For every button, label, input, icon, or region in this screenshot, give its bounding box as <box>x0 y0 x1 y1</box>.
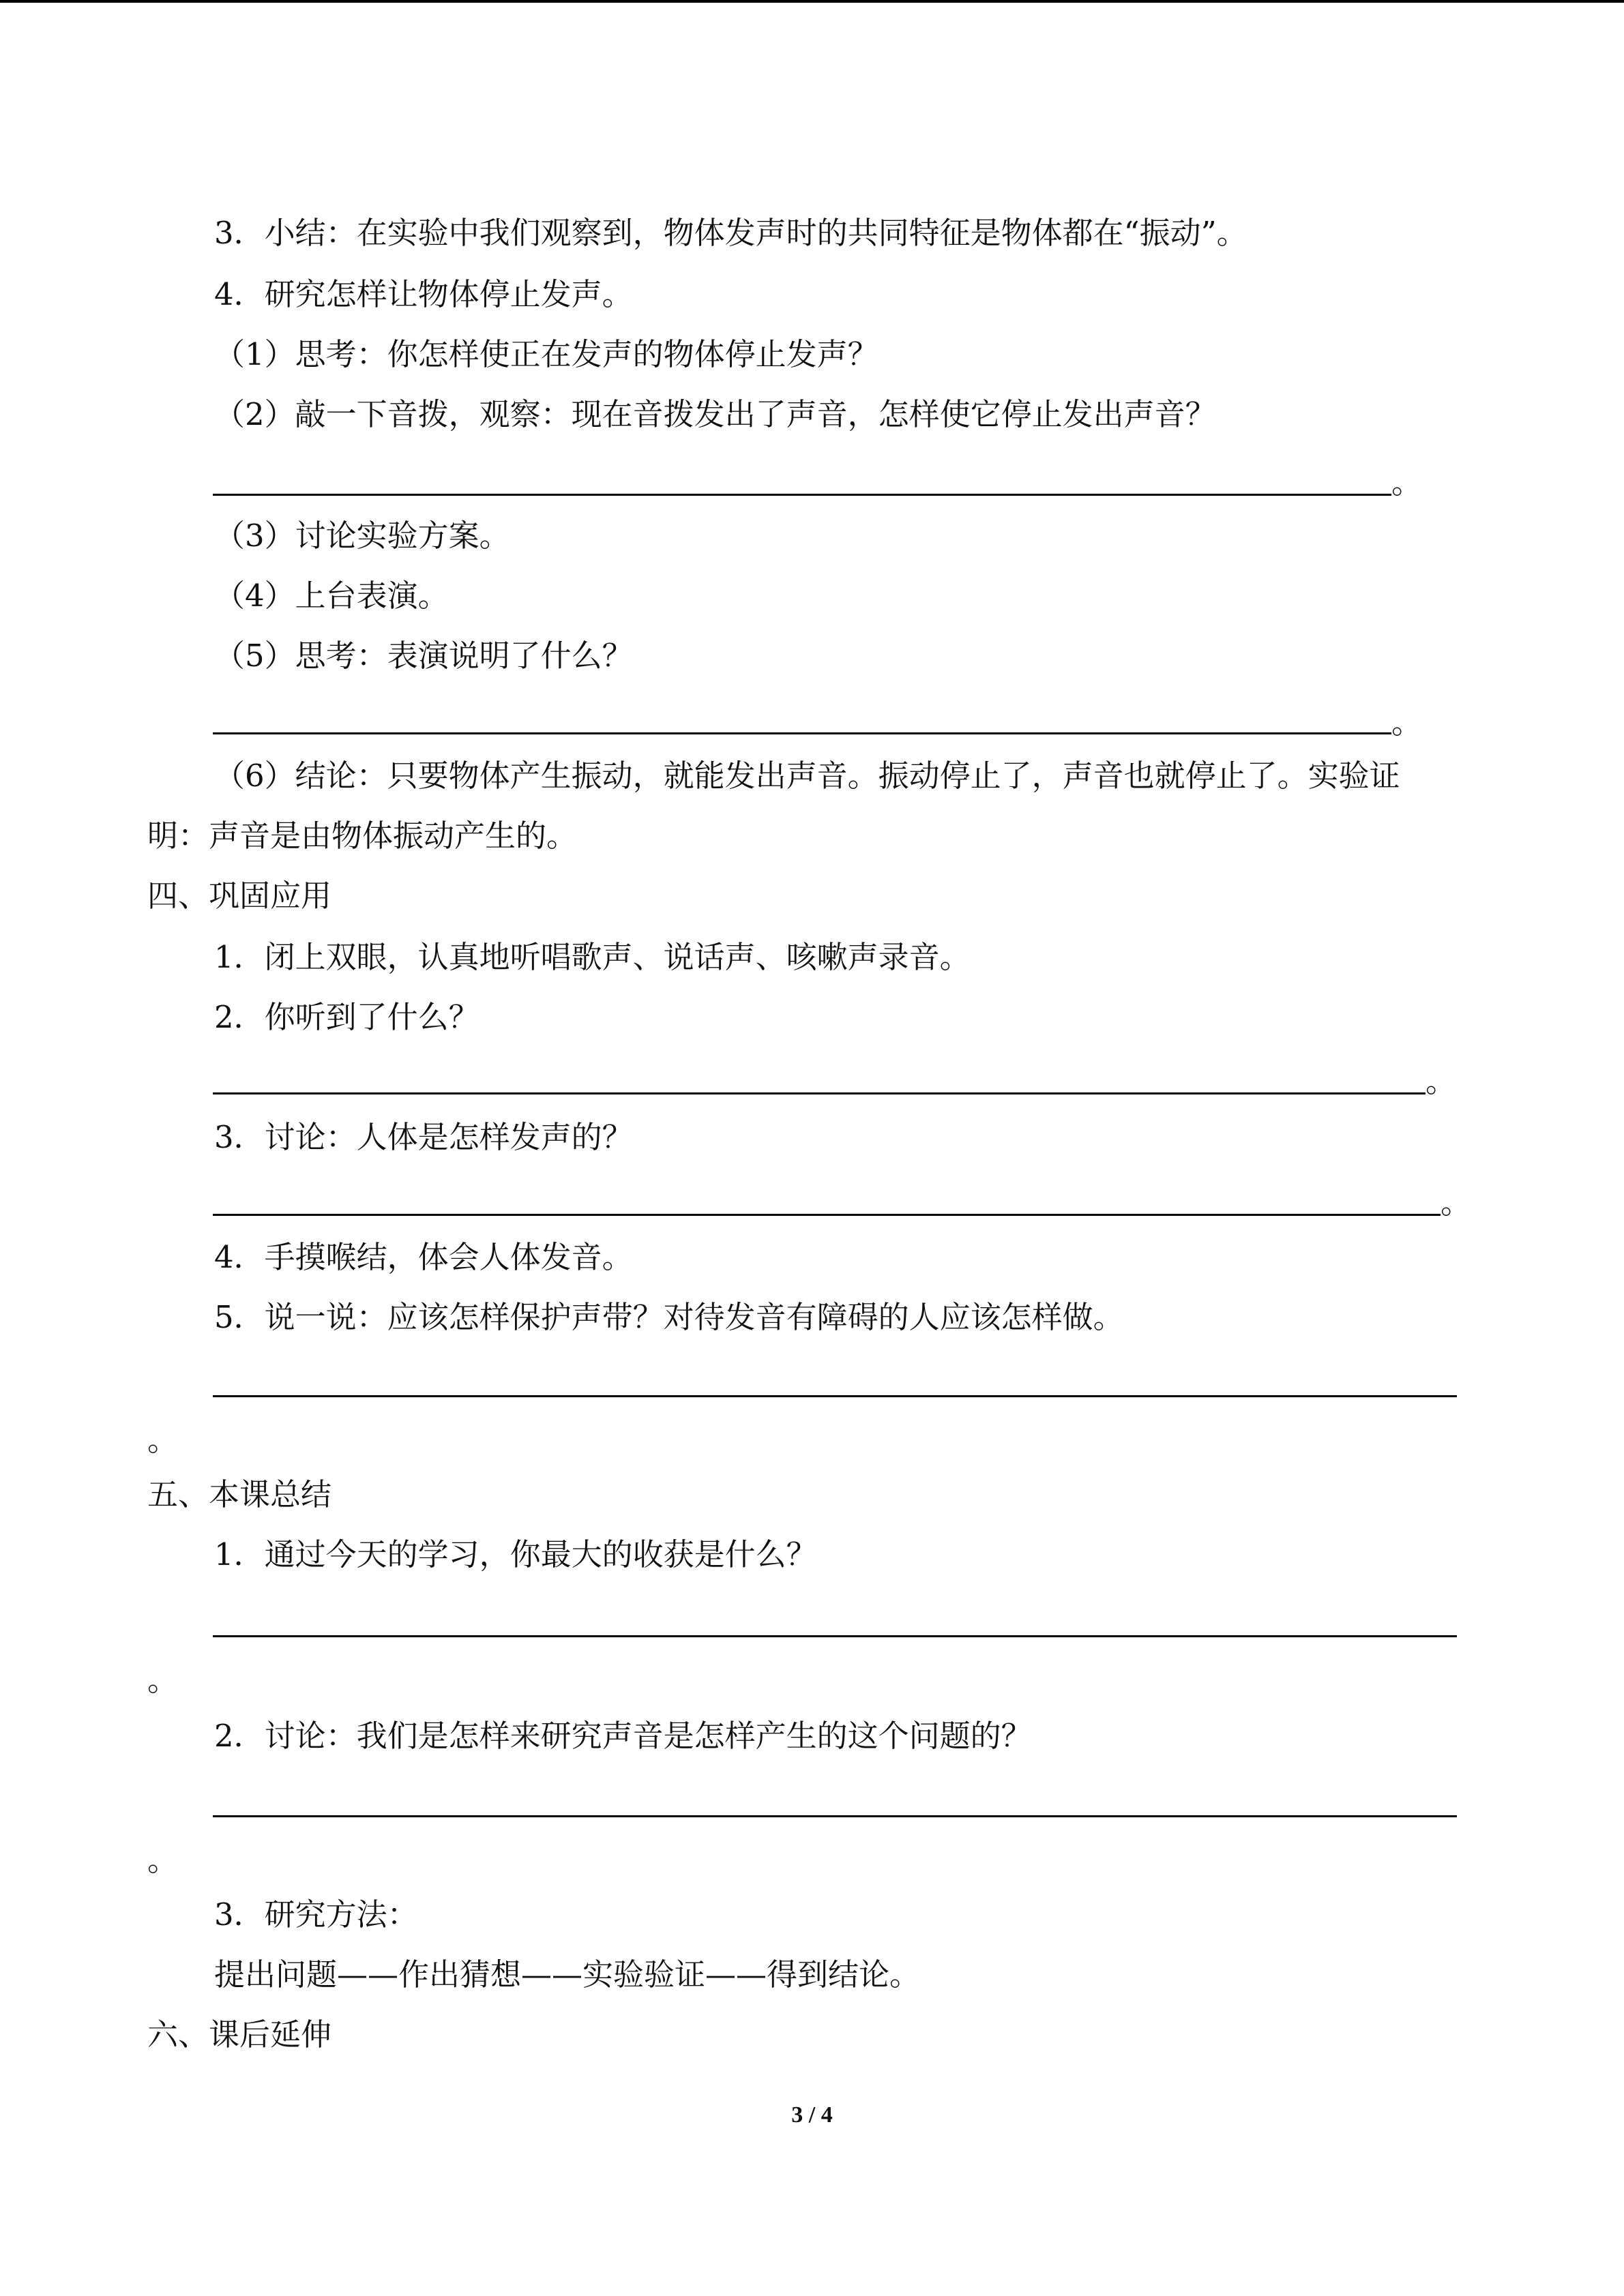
step-4-4: （4）上台表演。 <box>214 578 449 614</box>
answer-blank-2[interactable] <box>213 732 1391 734</box>
step-4-heading: 4．研究怎样让物体停止发声。 <box>214 276 633 312</box>
answer-blank-5-end: 。 <box>147 1422 179 1458</box>
summary-item-2: 2．讨论：我们是怎样来研究声音是怎样产生的这个问题的？ <box>214 1718 1032 1754</box>
answer-blank-7[interactable] <box>213 1815 1457 1817</box>
step-4-6-continued: 明：声音是由物体振动产生的。 <box>147 818 578 854</box>
summary-item-1: 1．通过今天的学习，你最大的收获是什么？ <box>214 1536 817 1572</box>
step-4-5: （5）思考：表演说明了什么？ <box>214 638 633 674</box>
answer-blank-4-end: 。 <box>1441 1184 1472 1221</box>
answer-blank-1-end: 。 <box>1391 464 1423 501</box>
summary-line: 3．小结：在实验中我们观察到，物体发声时的共同特征是物体都在“振动”。 <box>214 215 1247 251</box>
step-4-6-conclusion: （6）结论：只要物体产生振动，就能发出声音。振动停止了，声音也就停止了。实验证 <box>214 758 1400 794</box>
section-heading-6: 六、课后延伸 <box>147 2016 332 2053</box>
answer-blank-6-end: 。 <box>147 1662 179 1698</box>
apply-item-3: 3．讨论：人体是怎样发声的？ <box>214 1119 633 1155</box>
answer-blank-7-end: 。 <box>147 1842 179 1878</box>
answer-blank-3-end: 。 <box>1426 1063 1457 1099</box>
page-top-border <box>0 0 1624 3</box>
step-4-1: （1）思考：你怎样使正在发声的物体停止发声？ <box>214 336 879 372</box>
apply-item-4: 4．手摸喉结，体会人体发音。 <box>214 1239 633 1275</box>
apply-item-5: 5．说一说：应该怎样保护声带？对待发音有障碍的人应该怎样做。 <box>214 1299 1124 1335</box>
step-4-2: （2）敲一下音拨，观察：现在音拨发出了声音，怎样使它停止发出声音？ <box>214 396 1216 432</box>
step-4-3: （3）讨论实验方案。 <box>214 518 510 554</box>
apply-item-1: 1．闭上双眼，认真地听唱歌声、说话声、咳嗽声录音。 <box>214 939 971 975</box>
answer-blank-1[interactable] <box>213 494 1391 496</box>
apply-item-2: 2．你听到了什么？ <box>214 999 479 1035</box>
summary-item-3: 3．研究方法： <box>214 1896 418 1933</box>
section-heading-5: 五、本课总结 <box>147 1476 332 1512</box>
answer-blank-5[interactable] <box>213 1395 1457 1397</box>
answer-blank-4[interactable] <box>213 1214 1441 1216</box>
answer-blank-3[interactable] <box>213 1092 1426 1094</box>
research-method: 提出问题——作出猜想——实验验证——得到结论。 <box>214 1956 921 1993</box>
answer-blank-6[interactable] <box>213 1635 1457 1637</box>
answer-blank-2-end: 。 <box>1391 704 1423 741</box>
page-number: 3 / 4 <box>791 2102 833 2128</box>
section-heading-4: 四、巩固应用 <box>147 878 332 914</box>
